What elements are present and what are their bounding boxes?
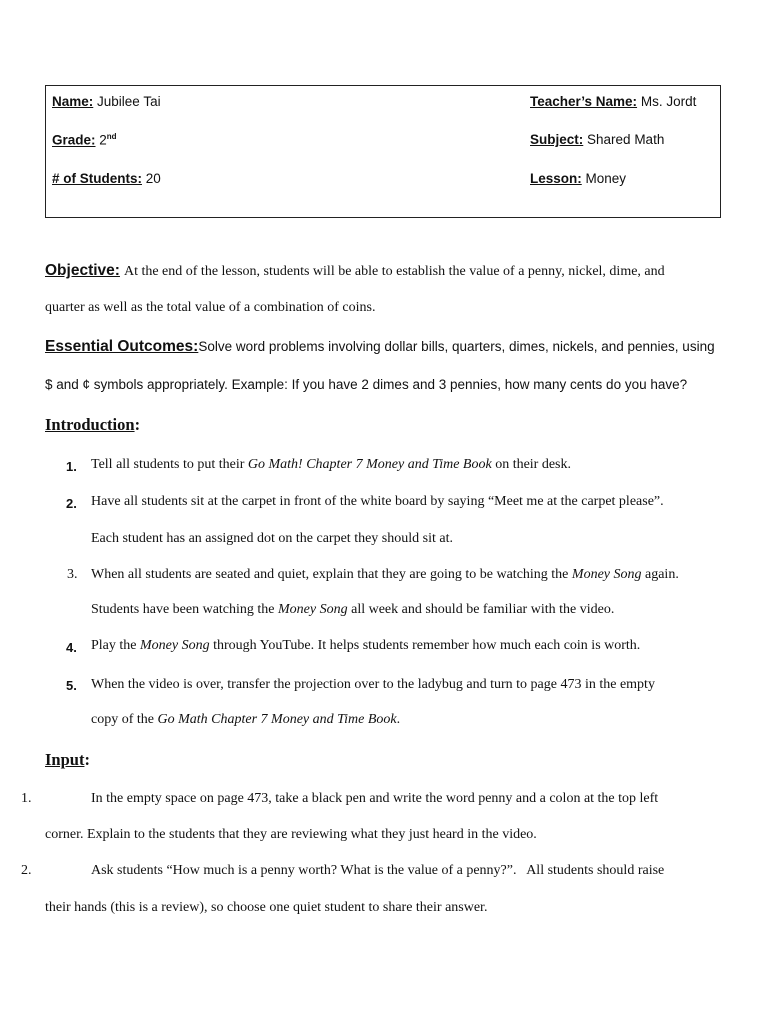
intro-item-4-text-c: through YouTube. It helps students remember how much each coin is worth.	[209, 638, 641, 653]
intro-item-3-line-2-a: Students have been watching the	[91, 602, 279, 617]
objective-line-1: At the end of the lesson, students will be able to establish the value of a penny, nickel, dime, and	[123, 264, 665, 279]
intro-item-3-line-2-song: Money Song	[278, 602, 348, 617]
intro-item-5-number: 5.	[66, 678, 77, 693]
intro-item-5-line-2	[91, 712, 400, 728]
input-item-2-number: 2.	[21, 863, 32, 878]
intro-item-5-line-2-c: .	[396, 712, 401, 727]
essential-line-2: $ and ¢ symbols appropriately. Example: If you have 2 dimes and 3 pennies, how many cents do you have?	[45, 377, 688, 392]
grade-field	[52, 132, 117, 148]
intro-item-3-line-2-c: all week and should be familiar with the video.	[347, 602, 615, 617]
intro-item-3-number: 3.	[67, 567, 78, 582]
grade-label: Grade:	[52, 132, 96, 148]
lesson-field	[530, 171, 626, 186]
lesson-value: Money	[585, 171, 627, 186]
essential-outcomes-label: Essential Outcomes:	[45, 338, 199, 355]
input-item-2-line-1: Ask students “How much is a penny worth? What is the value of a penny?”. All students should raise	[91, 863, 665, 878]
name-label: Name:	[52, 94, 94, 109]
subject-value: Shared Math	[587, 132, 665, 147]
intro-item-2-line-1: Have all students sit at the carpet in front of the white board by saying “Meet me at the carpet please”.	[91, 494, 664, 509]
input-item-1-line-1: In the empty space on page 473, take a black pen and write the word penny and a colon at the top left	[91, 791, 659, 806]
intro-item-3-text-c: again.	[641, 567, 679, 582]
intro-item-3-line-1	[91, 567, 679, 583]
intro-item-2-line-2: Each student has an assigned dot on the carpet they should sit at.	[91, 531, 453, 546]
introduction-heading	[45, 415, 140, 435]
intro-item-5-line-2-a: copy of the	[91, 712, 158, 727]
intro-item-1-text-c: on their desk.	[491, 457, 572, 472]
students-count-field	[52, 171, 161, 186]
name-value: Jubilee Tai	[97, 94, 161, 109]
intro-item-1-text-a: Tell all students to put their	[91, 457, 248, 472]
input-heading-colon: :	[84, 750, 90, 769]
intro-item-3-line-2	[91, 602, 614, 618]
intro-item-4-number: 4.	[66, 640, 77, 655]
intro-item-5-line-1: When the video is over, transfer the projection over to the ladybug and turn to page 473 in the empty	[91, 677, 655, 692]
subject-label: Subject:	[530, 132, 584, 147]
input-heading	[45, 750, 90, 770]
intro-item-4-song-title: Money Song	[140, 638, 210, 653]
intro-item-4-text-a: Play the	[91, 638, 140, 653]
teacher-label: Teacher’s Name:	[530, 94, 638, 109]
objective-label: Objective:	[45, 262, 120, 279]
introduction-heading-text: Introduction	[45, 415, 135, 434]
intro-item-1-book-title: Go Math! Chapter 7 Money and Time Book	[247, 457, 492, 472]
intro-item-5-book-title: Go Math Chapter 7 Money and Time Book	[157, 712, 397, 727]
intro-item-3-text-a: When all students are seated and quiet, explain that they are going to be watching the	[91, 567, 572, 582]
objective-paragraph	[45, 262, 665, 280]
essential-line-1: Solve word problems involving dollar bills, quarters, dimes, nickels, and pennies, using	[198, 339, 715, 354]
student-name-field	[52, 94, 161, 109]
teacher-value: Ms. Jordt	[640, 94, 697, 109]
objective-line-2: quarter as well as the total value of a combination of coins.	[45, 300, 376, 315]
intro-item-1-number: 1.	[66, 459, 77, 474]
input-item-1-number: 1.	[21, 791, 32, 806]
input-item-1-line-2: corner. Explain to the students that they are reviewing what they just heard in the video.	[45, 827, 537, 842]
input-item-2-line-2: their hands (this is a review), so choose one quiet student to share their answer.	[45, 900, 488, 915]
intro-item-2-number: 2.	[66, 496, 77, 511]
introduction-heading-colon: :	[134, 415, 141, 434]
intro-item-4	[91, 638, 640, 654]
students-value: 20	[145, 171, 161, 186]
lesson-label: Lesson:	[530, 171, 582, 186]
intro-item-1	[91, 457, 571, 473]
intro-item-3-song-title: Money Song	[571, 567, 642, 582]
teacher-name-field	[530, 94, 696, 109]
grade-value: 2	[99, 132, 107, 148]
grade-suffix: nd	[106, 132, 117, 141]
students-label: # of Students:	[52, 171, 142, 186]
input-heading-text: Input	[45, 750, 85, 769]
essential-outcomes-paragraph	[45, 338, 715, 356]
subject-field	[530, 132, 664, 147]
